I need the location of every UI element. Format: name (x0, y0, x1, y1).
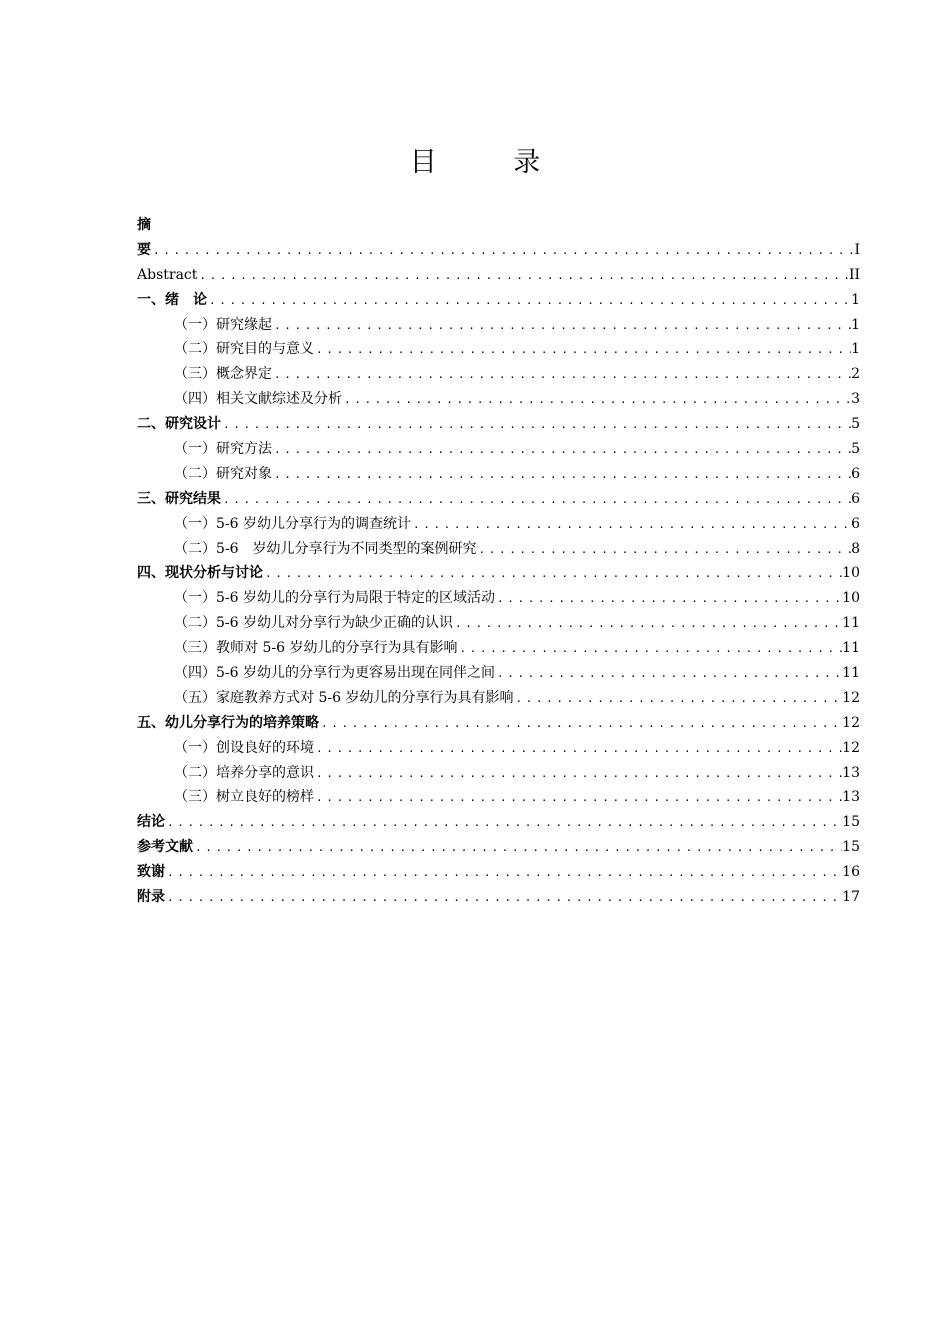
toc-entry[interactable] (137, 686, 860, 711)
toc-entry-page-number: 6 (851, 515, 860, 532)
toc-entry-page-number: 3 (851, 391, 860, 408)
page-title: 目 录 (409, 147, 575, 178)
toc-dot-leader (495, 662, 842, 686)
toc-entry-page-number: 11 (842, 615, 860, 632)
toc-dot-leader (477, 538, 852, 562)
toc-dot-leader (151, 239, 854, 263)
toc-dot-leader (457, 637, 842, 661)
toc-entry-page-number: 6 (851, 465, 860, 482)
toc-dot-leader (165, 861, 842, 885)
toc-dot-leader (272, 463, 851, 487)
toc-entry[interactable] (137, 761, 860, 786)
toc-dot-leader (272, 363, 851, 387)
toc-entry-page-number: 16 (842, 864, 860, 881)
toc-entry[interactable] (137, 561, 860, 586)
toc-entry-page-number: 11 (842, 665, 860, 682)
toc-entry-label: （一）研究缘起 (174, 316, 272, 333)
toc-entry-label: （三）树立良好的榜样 (174, 789, 314, 806)
toc-entry-page-number: 13 (842, 789, 860, 806)
toc-entry-label: Abstract (137, 266, 198, 283)
toc-entry-page-number: 13 (842, 764, 860, 781)
toc-entry-page-number: 5 (851, 441, 860, 458)
toc-entry[interactable] (137, 636, 860, 661)
toc-abstract-heading: 摘 (137, 217, 151, 233)
toc-entry-label: （二）研究对象 (174, 465, 272, 482)
toc-entry-label: 三、研究结果 (137, 490, 221, 507)
toc-entry-label: 参考文献 (137, 839, 193, 856)
toc-entry-label: （二）5-6 岁幼儿对分享行为缺少正确的认识 (174, 615, 453, 632)
toc-entry-page-number: 1 (851, 291, 860, 308)
toc-entry[interactable] (137, 288, 860, 313)
toc-entry[interactable] (137, 387, 860, 412)
toc-dot-leader (314, 762, 842, 786)
toc-entry-label: 附录 (137, 889, 165, 906)
toc-entry-page-number: 12 (842, 739, 860, 756)
toc-dot-leader (495, 587, 842, 611)
toc-dot-leader (193, 836, 842, 860)
toc-dot-leader (221, 488, 851, 512)
toc-entry[interactable] (137, 810, 860, 835)
toc-entry[interactable] (137, 885, 860, 910)
toc-entry[interactable] (137, 537, 860, 562)
toc-entry[interactable] (137, 238, 860, 263)
toc-entry-label: （四）5-6 岁幼儿的分享行为更容易出现在同伴之间 (174, 665, 495, 682)
toc-entry[interactable] (137, 263, 860, 288)
toc-entry-page-number: 12 (842, 714, 860, 731)
toc-dot-leader (513, 687, 842, 711)
toc-entry[interactable] (137, 785, 860, 810)
toc-entry-page-number: 10 (842, 590, 860, 607)
toc-entry-label: （二）培养分享的意识 (174, 764, 314, 781)
toc-dot-leader (207, 289, 851, 313)
toc-entry[interactable] (137, 487, 860, 512)
toc-entry-page-number: 5 (851, 416, 860, 433)
toc-entry-page-number: 11 (842, 640, 860, 657)
toc-entry-page-number: II (848, 266, 860, 283)
toc-entry-label: （一）研究方法 (174, 441, 272, 458)
toc-entry-page-number: 17 (842, 889, 860, 906)
toc-entry[interactable] (137, 362, 860, 387)
toc-entry-page-number: 15 (842, 814, 860, 831)
toc-entry-label: （一）5-6 岁幼儿的分享行为局限于特定的区域活动 (174, 590, 495, 607)
toc-entry-label: （二）5-6 岁幼儿分享行为不同类型的案例研究 (174, 540, 477, 557)
toc-entry-label: 一、绪 论 (137, 291, 207, 308)
toc-dot-leader (411, 513, 851, 537)
toc-dot-leader (272, 438, 851, 462)
toc-entry-page-number: 12 (842, 689, 860, 706)
toc-entry[interactable] (137, 835, 860, 860)
toc-entry[interactable] (137, 736, 860, 761)
toc-entry-page-number: 6 (851, 490, 860, 507)
toc-dot-leader (165, 886, 842, 910)
toc-entry-page-number: 10 (842, 565, 860, 582)
toc-entry-label: （四）相关文献综述及分析 (174, 391, 342, 408)
toc-dot-leader (165, 811, 842, 835)
toc-entry-page-number: 8 (851, 540, 860, 557)
toc-entry-page-number: 1 (851, 341, 860, 358)
table-of-contents (137, 213, 860, 910)
toc-entry-page-number: 1 (851, 316, 860, 333)
toc-entry[interactable] (137, 462, 860, 487)
toc-entry-page-number: 2 (851, 366, 860, 383)
toc-entry-label: 五、幼儿分享行为的培养策略 (137, 714, 319, 731)
toc-entry-label: （一）5-6 岁幼儿分享行为的调查统计 (174, 515, 411, 532)
toc-entry[interactable] (137, 711, 860, 736)
toc-entry[interactable] (137, 661, 860, 686)
toc-dot-leader (453, 612, 842, 636)
toc-entry-label: 要 (137, 241, 151, 258)
toc-entry-label: （五）家庭教养方式对 5-6 岁幼儿的分享行为具有影响 (174, 689, 514, 706)
toc-dot-leader (314, 786, 842, 810)
toc-dot-leader (263, 562, 842, 586)
toc-dot-leader (197, 264, 849, 288)
toc-entry[interactable] (137, 611, 860, 636)
toc-entry-label: （三）概念界定 (174, 366, 272, 383)
toc-dot-leader (314, 338, 851, 362)
toc-entry[interactable] (137, 337, 860, 362)
toc-entry[interactable] (137, 412, 860, 437)
toc-entry[interactable] (137, 512, 860, 537)
toc-entry-label: 二、研究设计 (137, 416, 221, 433)
toc-dot-leader (272, 314, 851, 338)
toc-dot-leader (319, 712, 842, 736)
toc-dot-leader (221, 413, 851, 437)
toc-entry-label: 致谢 (137, 864, 165, 881)
toc-entry-page-number: 15 (842, 839, 860, 856)
toc-entry-label: 四、现状分析与讨论 (137, 565, 263, 582)
toc-entry-label: （一）创设良好的环境 (174, 739, 314, 756)
toc-entry[interactable] (137, 313, 860, 338)
toc-entry-label: （三）教师对 5-6 岁幼儿的分享行为具有影响 (174, 640, 458, 657)
toc-entry[interactable] (137, 437, 860, 462)
toc-entry[interactable] (137, 586, 860, 611)
toc-entry-page-number: I (854, 241, 860, 258)
toc-dot-leader (314, 737, 842, 761)
toc-dot-leader (342, 388, 851, 412)
toc-entry-label: （二）研究目的与意义 (174, 341, 314, 358)
toc-entry-label: 结论 (137, 814, 165, 831)
toc-entry[interactable] (137, 860, 860, 885)
